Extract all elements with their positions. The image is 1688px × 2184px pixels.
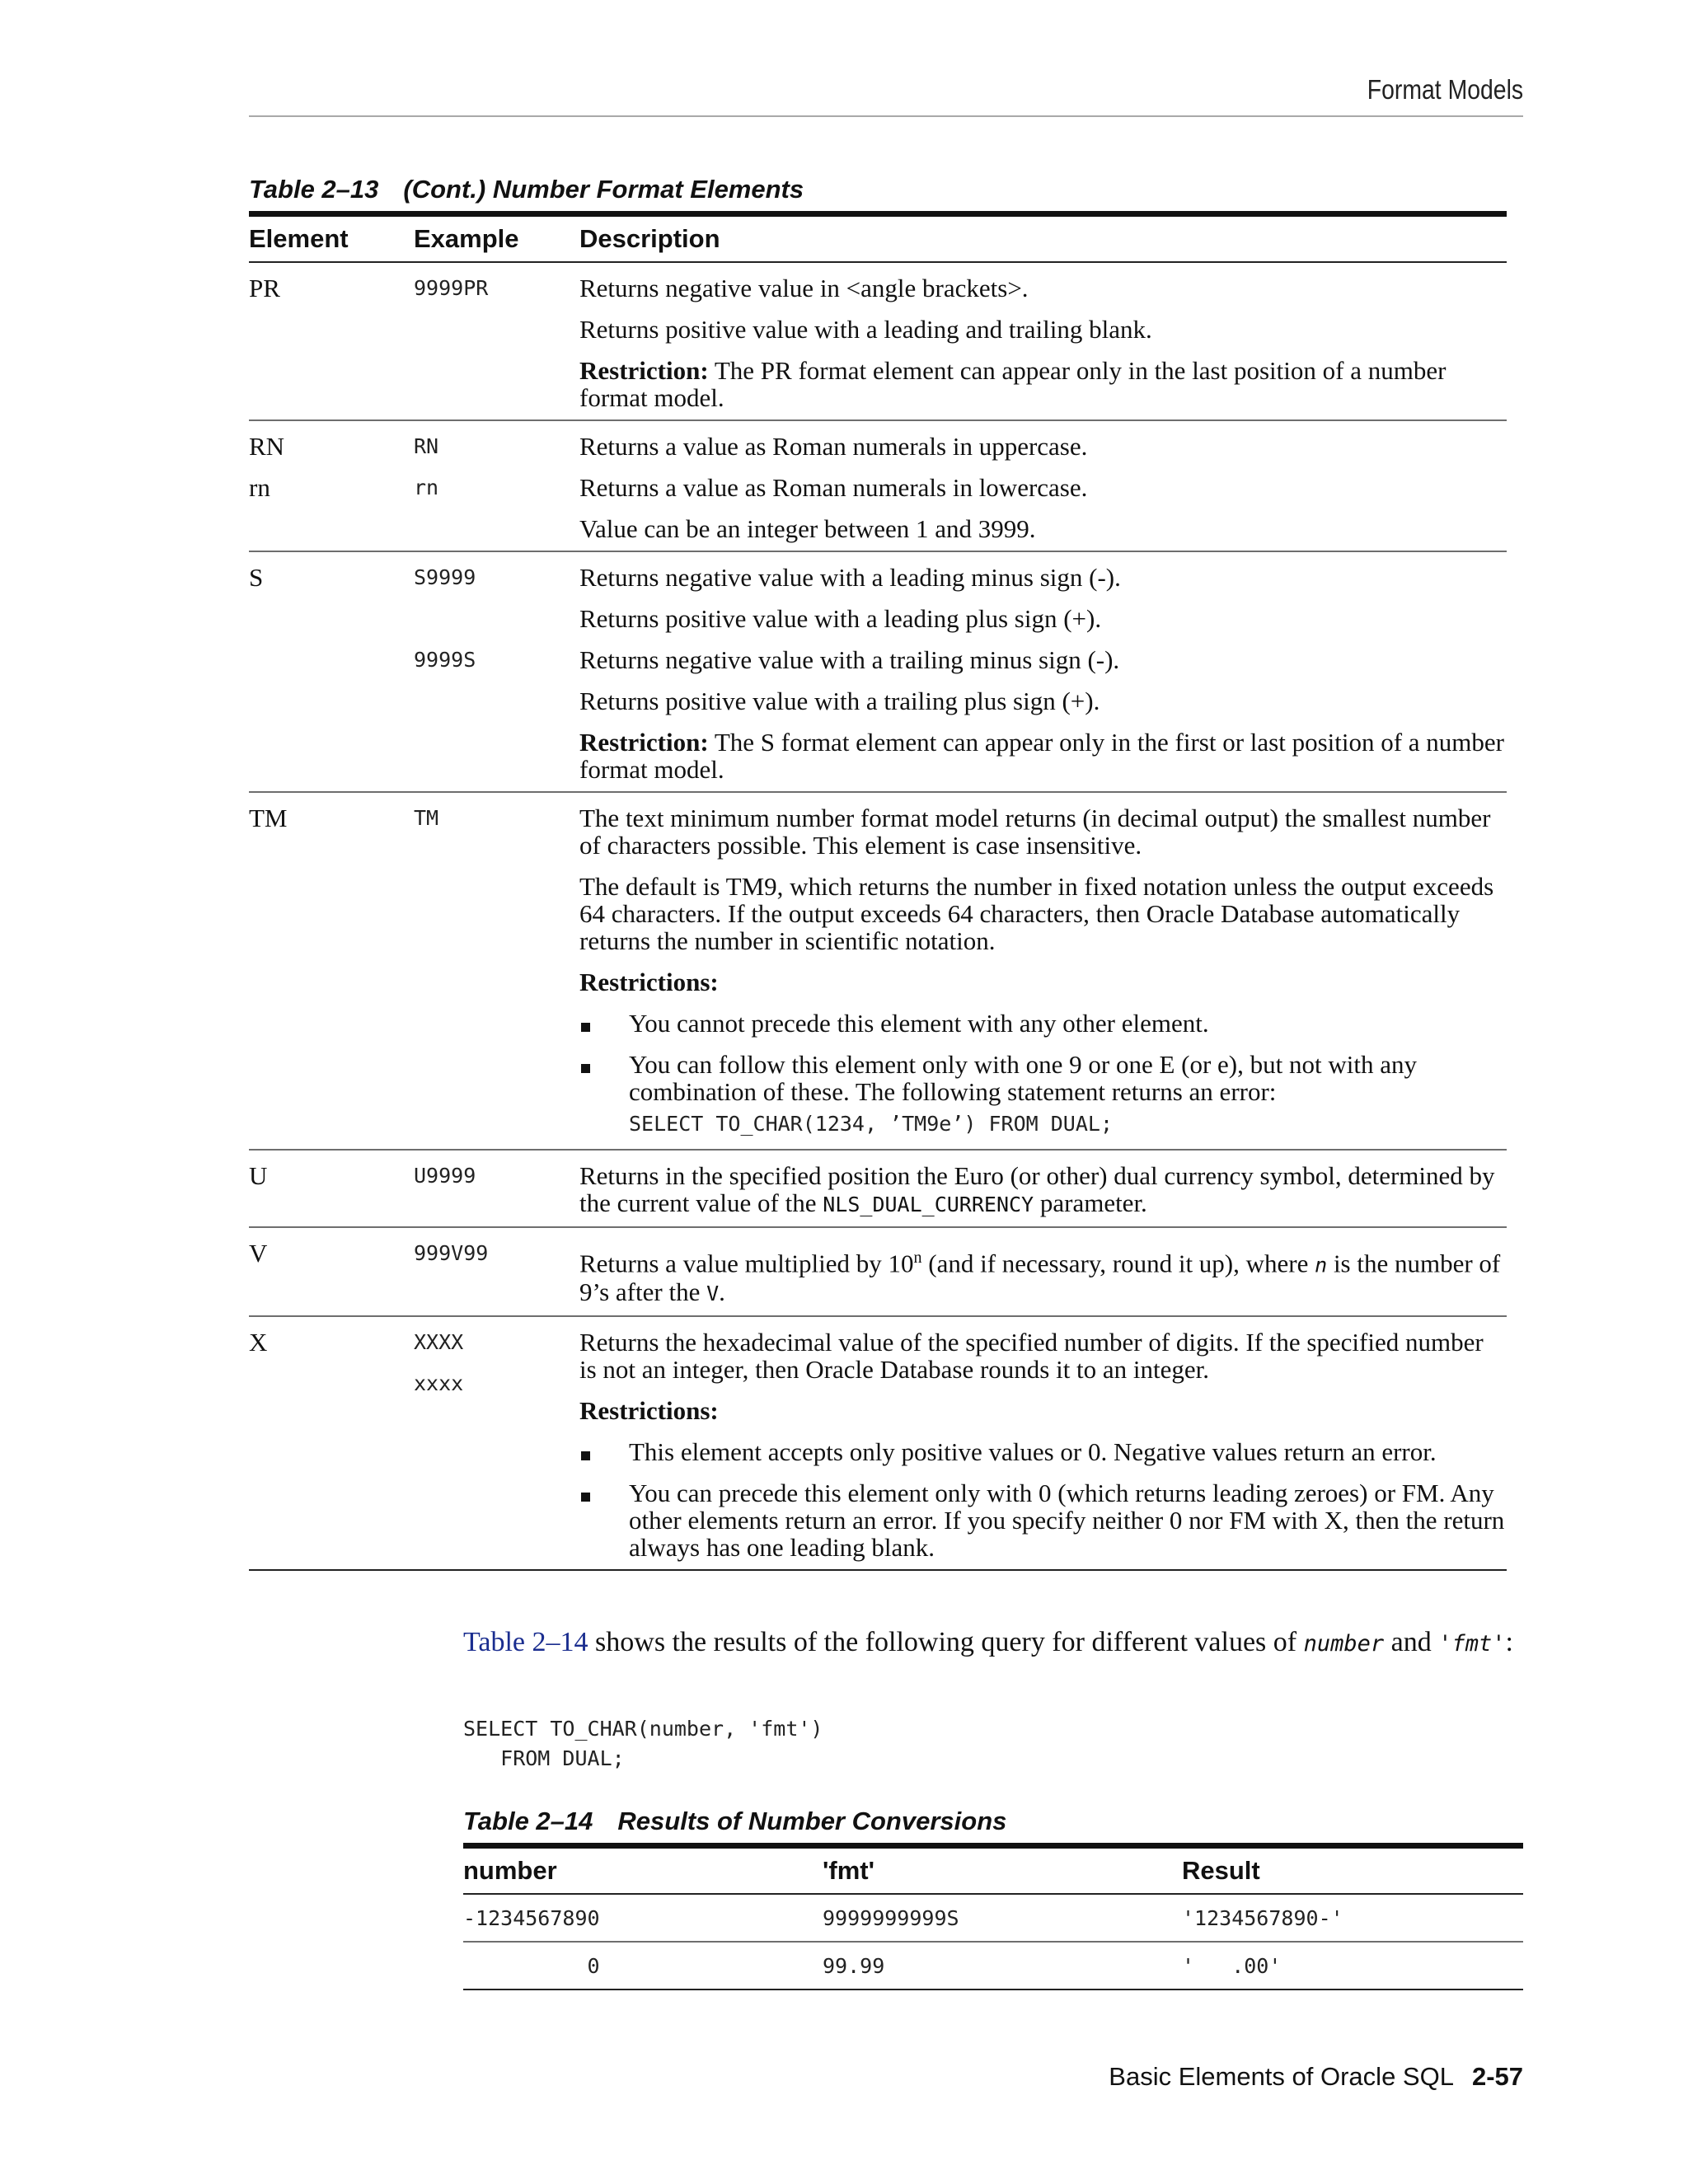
description-part: Returns in the specified position the Euro (or other) dual currency symbol, determined by the current value of the <box>579 1161 1495 1217</box>
bullet-text: This element accepts only positive values or 0. Negative values return an error. <box>629 1437 1437 1467</box>
table-2-13-caption <box>249 175 804 204</box>
restriction-bullet <box>579 1051 1507 1105</box>
example-cell: U9999 <box>414 1164 476 1188</box>
header-example: Example <box>414 224 519 253</box>
description-text: Returns the hexadecimal value of the specified number of digits. If the specified number is not an integer, then Oracle Database rounds it to an integer. <box>579 1328 1484 1385</box>
fmt-cell: 99.99 <box>823 1953 885 1978</box>
description-text: Returns a value as Roman numerals in uppercase. <box>579 432 1088 461</box>
description-text: Returns positive value with a leading and trailing blank. <box>579 315 1152 344</box>
element-cell: TM <box>249 804 288 832</box>
element-cell: U <box>249 1161 268 1190</box>
table-row-pr <box>249 263 1507 421</box>
table-header-row <box>249 217 1507 263</box>
inline-variable: number <box>1303 1631 1385 1657</box>
description-text: Value can be an integer between 1 and 3999. <box>579 514 1036 543</box>
table-2-13-number: Table 2–13 <box>249 175 379 204</box>
inline-variable: 'fmt' <box>1438 1631 1506 1657</box>
example-cell: XXXX <box>414 1330 464 1355</box>
example-cell: RN <box>414 434 439 458</box>
table-2-14-caption <box>463 1807 1006 1836</box>
body-text: : <box>1505 1627 1513 1657</box>
restriction-label: Restriction: <box>579 356 709 385</box>
restriction-bullet <box>579 1438 1507 1465</box>
table-row-v <box>249 1228 1507 1317</box>
description-text: Returns negative value with a leading minus sign (-). <box>579 563 1121 592</box>
restrictions-heading <box>579 968 1507 996</box>
table-row-tm <box>249 793 1507 1151</box>
example-cell: 9999S <box>414 648 476 672</box>
description-part: parameter. <box>1034 1188 1147 1217</box>
description-text: The default is TM9, which returns the number in fixed notation unless the output exceeds 64 characters. If the output exceeds 64 characters, then Oracle Database automatically returns the number in scientific notation. <box>579 872 1494 955</box>
page-number: 2-57 <box>1471 2062 1523 2091</box>
header-element: Element <box>249 224 349 253</box>
example-cell: rn <box>414 476 439 499</box>
result-cell: ' .00' <box>1182 1953 1282 1978</box>
description-text: Returns positive value with a trailing plus sign (+). <box>579 687 1100 715</box>
description-text: Returns negative value in <angle brackets>. <box>579 274 1029 302</box>
example-cell: 9999PR <box>414 276 489 300</box>
description-text: Returns negative value with a trailing minus sign (-). <box>579 645 1120 674</box>
running-header-title: Format Models <box>1367 74 1523 105</box>
element-cell: V <box>249 1239 268 1268</box>
header-fmt: 'fmt' <box>823 1856 874 1885</box>
example-cell: xxxx <box>414 1371 464 1396</box>
code-line: FROM DUAL; <box>463 1746 625 1770</box>
bullet-square-icon <box>579 1438 629 1465</box>
number-cell: 0 <box>463 1953 600 1978</box>
bullet-square-icon <box>579 1010 629 1037</box>
inline-code: V <box>706 1282 720 1306</box>
header-result: Result <box>1182 1856 1260 1885</box>
query-code-block <box>463 1714 823 1774</box>
footer-chapter: Basic Elements of Oracle SQL <box>1109 2062 1454 2091</box>
element-cell: PR <box>249 274 280 302</box>
restriction-body: The PR format element can appear only in the last position of a number format model. <box>579 356 1447 412</box>
description-text: The text minimum number format model returns (in decimal output) the smallest number of characters possible. This element is case insensitive. <box>579 804 1491 860</box>
restriction-text <box>579 357 1507 411</box>
table-2-14-link[interactable]: Table 2–14 <box>463 1627 588 1657</box>
running-header <box>249 69 1523 117</box>
header-number: number <box>463 1856 557 1885</box>
table-row <box>463 1895 1523 1943</box>
bullet-square-icon <box>579 1479 629 1561</box>
bullet-square-icon <box>579 1051 629 1105</box>
description-part: (and if necessary, round it up), where <box>921 1249 1315 1278</box>
table-row-s <box>249 552 1507 793</box>
bullet-text: You cannot precede this element with any other element. <box>629 1009 1209 1038</box>
body-text: shows the results of the following query for different values of <box>588 1627 1304 1657</box>
table-row <box>463 1943 1523 1990</box>
table-2-14-title: Results of Number Conversions <box>617 1807 1007 1835</box>
restriction-bullet <box>579 1010 1507 1037</box>
bullet-text: You can follow this element only with one 9 or one E (or e), but not with any combination of these. The following statement returns an error: <box>629 1050 1417 1106</box>
body-paragraph <box>463 1625 1526 1661</box>
restriction-bullet <box>579 1479 1507 1561</box>
table-row-u <box>249 1151 1507 1228</box>
header-description: Description <box>579 224 720 253</box>
restriction-label: Restriction: <box>579 728 709 757</box>
inline-variable: n <box>1315 1253 1328 1277</box>
restriction-label: Restrictions: <box>579 1396 719 1426</box>
description-text: Returns positive value with a leading plus sign (+). <box>579 604 1102 633</box>
table-header-row <box>463 1849 1523 1895</box>
example-cell: S9999 <box>414 565 476 589</box>
element-cell: RN <box>249 432 285 461</box>
table-2-13-title: (Cont.) Number Format Elements <box>403 175 804 204</box>
example-spacer <box>414 605 579 646</box>
element-cell: S <box>249 563 264 592</box>
description-text: Returns a value as Roman numerals in lowercase. <box>579 473 1088 502</box>
number-cell: -1234567890 <box>463 1905 600 1930</box>
example-cell: TM <box>414 806 439 830</box>
body-text: and <box>1384 1627 1439 1657</box>
element-cell: rn <box>249 473 270 502</box>
description-text <box>579 1244 1507 1307</box>
superscript: n <box>913 1249 922 1267</box>
description-part: . <box>719 1277 725 1307</box>
description-part: is the number of 9’s after the <box>579 1249 1501 1307</box>
restriction-text <box>579 729 1507 783</box>
table-row-rn <box>249 421 1507 552</box>
element-cell: X <box>249 1328 268 1357</box>
table-2-14-number: Table 2–14 <box>463 1807 593 1835</box>
bullet-text: You can precede this element only with 0 (which returns leading zeroes) or FM. Any other elements return an error. If you specify neither 0 nor FM with X, then the return always has one leading blank. <box>629 1479 1505 1563</box>
inline-code: NLS_DUAL_CURRENCY <box>823 1193 1034 1216</box>
example-cell: 999V99 <box>414 1241 489 1265</box>
restriction-body: The S format element can appear only in the first or last position of a number format model. <box>579 728 1505 784</box>
code-line: SELECT TO_CHAR(number, 'fmt') <box>463 1717 823 1741</box>
page-footer <box>1109 2062 1523 2092</box>
fmt-cell: 9999999999S <box>823 1905 959 1930</box>
table-row-x <box>249 1317 1507 1571</box>
number-format-elements-table <box>249 211 1507 1571</box>
description-text <box>579 1162 1507 1218</box>
number-conversions-table <box>463 1843 1523 1990</box>
result-cell: '1234567890-' <box>1182 1905 1343 1930</box>
restriction-label: Restrictions: <box>579 968 719 996</box>
code-example: SELECT TO_CHAR(1234, ’TM9e’) FROM DUAL; <box>629 1112 1113 1136</box>
restrictions-heading <box>579 1397 1507 1424</box>
description-part: Returns a value multiplied by 10 <box>579 1249 914 1278</box>
